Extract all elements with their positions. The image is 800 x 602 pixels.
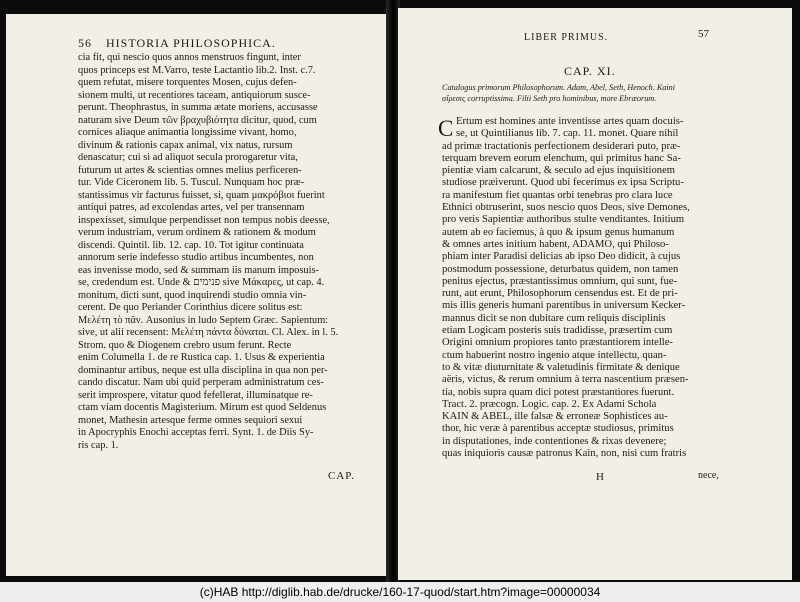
text-line: se, ut Quintilianus lib. 7. cap. 11. monet. Quare nihil <box>456 128 679 140</box>
right-catchword: nece, <box>698 470 719 481</box>
text-line: sive, ut alii recensent: Μελέτη πάντα δύναται. Cl. Alex. in l. 5. <box>78 327 339 338</box>
text-line: cia fit, qui nescio quos annos menstruos fingunt, inter <box>78 52 301 63</box>
text-line: quas iniquioris causæ patronus Kain, non, nisi cum fratris <box>442 448 687 460</box>
text-line: cerent. De quo Periander Corinthius dicere solitus est: <box>78 302 303 313</box>
chapter-summary-line: αἵρεσις corruptissima. Filii Seth pro hominibus, more Ebræorum. <box>442 94 657 103</box>
text-line: studiose præiverunt. Quod ubi fecerimus ex ipsa Scriptu- <box>442 177 684 189</box>
right-running-head: LIBER PRIMUS. <box>524 32 609 43</box>
text-line: in Apocryphis Enochi acceptas ferri. Synt. 1. de Diis Sy- <box>78 427 314 438</box>
right-page <box>398 8 792 580</box>
text-line: in disputationes, inde contentiones & rixas devenere; <box>442 435 667 447</box>
text-line: mis illis generis humani parentibus in universum Kecker- <box>442 300 686 312</box>
text-line: tur. Vide Ciceronem lib. 5. Tuscul. Nunquam hoc præ- <box>78 177 305 188</box>
text-line: KAIN & ABEL, ille falsæ & erroneæ Sophistices au- <box>442 411 668 423</box>
chapter-summary <box>442 82 675 104</box>
text-line: stantissimus vir facturus fuisset, si, quam μακρόβιοι fuerint <box>78 189 325 201</box>
text-line: ctum habuerint nostro ingenio atque intellectu, quan- <box>442 349 667 361</box>
text-line: denascatur; cui si ad aliquot secula prorogaretur vita, <box>78 152 298 163</box>
text-line: & omnes artes initium habent, ADAMO, qui Philoso- <box>442 238 669 250</box>
right-page-number: 57 <box>698 28 709 40</box>
left-running-head <box>78 36 276 51</box>
left-head-title: HISTORIA PHILOSOPHICA. <box>106 36 276 50</box>
chapter-title: CAP. XI. <box>564 64 616 78</box>
left-page <box>6 14 388 576</box>
text-line: ad primæ tractationis perfectionem desiderari puto, præ- <box>442 140 681 152</box>
text-line: Ertum est homines ante inventisse artes quam docuis- <box>456 116 684 127</box>
drop-cap: C <box>438 116 454 141</box>
text-line: pientiæ viam calcarunt, & seculo ad ejus inquisitionem <box>442 165 676 177</box>
text-line: monet, Mathesin artesque ferme omnes sequiori sexui <box>78 414 303 426</box>
text-line: monitum, dicti sunt, quod inquirendi studio omnia vin- <box>78 289 307 301</box>
text-line: eas invenisse modo, sed & summam iis manum imposuis- <box>78 264 319 276</box>
text-line: cando discatur. Nam ubi quid perperam administratum ces- <box>78 377 324 388</box>
copyright-url-text: (c)HAB http://diglib.hab.de/drucke/160-17-quod/start.htm?image=00000034 <box>199 585 601 599</box>
text-line: quos princeps est M.Varro, teste Lactantio lib.2. Inst. c.7. <box>78 64 316 76</box>
right-page-text <box>442 116 690 460</box>
text-line: inspexisset, simulque perpendisset non tempus nobis deesse, <box>78 214 330 226</box>
text-line: divinum & rationis capax animal, vix natus, rursum <box>78 139 293 151</box>
text-line: naturam sive Deum τῶν βραχυβιότητα dicitur, quod, cum <box>78 114 317 126</box>
text-line: ctam viam docentis Magisterium. Mirum est quod Seldenus <box>78 402 327 413</box>
text-line: thor, hic veræ à parentibus acceptæ studiosus, primitus <box>442 423 674 435</box>
text-line: Tract. 2. præcogn. Logic. cap. 2. Ex Adami Schola <box>442 398 657 410</box>
text-line: serit improspere, vitatur quod fefellerat, illuminatque re- <box>78 389 313 401</box>
text-line: annorum serie indefesso studio artibus incumbentes, non <box>78 252 314 263</box>
text-line: runt, aut erunt, Philosophorum censendus est. Et de pri- <box>442 288 678 300</box>
text-line: postmodum possessione, deturbatus quidem, non tamen <box>442 263 679 275</box>
text-line: discendi. Quintil. lib. 12. cap. 10. Tot igitur continuata <box>78 239 304 251</box>
text-line: penitus ejectus, præstantissimus omnium, qui sunt, fue- <box>442 275 678 287</box>
text-line: aëris, victus, & rerum omnium à terra nascentium præsen- <box>442 374 689 386</box>
text-line: etiam Logicam posteris suis tradidisse, præsertim cum <box>442 325 673 337</box>
status-bar <box>0 582 800 602</box>
chapter-summary-line: Catalogus primorum Philosophorum. Adam, Abel, Seth, Henoch. Kaini <box>442 83 676 92</box>
left-page-number: 56 <box>78 36 92 50</box>
text-line: sionem multi, ut recentiores taceam, antiquiorum susce- <box>78 89 311 101</box>
text-line: Origini omnium propiores tanto præstantiorem intelle- <box>442 337 673 349</box>
text-line: Strom. quo & Diogenem crebro usum ferunt. Recte <box>78 339 292 351</box>
text-line: se, credendum est. Unde & פנימים sive Μάκαρες, ut cap. 4. <box>78 277 325 288</box>
text-line: antiqui patres, ad excolendas artes, vel per transennam <box>78 202 305 213</box>
text-line: ris cap. 1. <box>78 439 119 451</box>
text-line: autem ab eo faciemus, à quo & ipsum genus humanum <box>442 226 675 238</box>
text-line: to & vitæ diuturnitate & valetudinis firmitate & denique <box>442 361 680 373</box>
text-line: futurum ut artes & scientias omnes melius perficeren- <box>78 164 302 176</box>
text-line: tia, nobis supra quam dici potest præstantiores fuerunt. <box>442 386 675 398</box>
text-line: mannus dicit se non dubitare cum reliquis disciplinis <box>442 312 666 324</box>
text-line: ra manifestum fiet quantas orbi tenebras pro clara luce <box>442 189 673 201</box>
text-line: enim Columella 1. de re Rustica cap. 1. Usus & experientia <box>78 352 325 363</box>
text-line: pro veris Sapientiæ authoribus stulte venditantes. Initium <box>442 214 685 226</box>
text-line: verum industriam, verum ordinem & rationem & modum <box>78 227 316 238</box>
text-line: Ethnici obtruserint, suos nescio quos Deos, sive Demones, <box>442 202 690 214</box>
text-line: perunt. Theophrastus, in summa ætate moriens, accusasse <box>78 102 318 113</box>
text-line: terquam brevem eorum elenchum, qui primitus hanc Sa- <box>442 152 681 164</box>
signature-mark: H <box>596 471 604 483</box>
text-line: phiam inter Paradisi delicias ab ipso Deo didicit, à cujus <box>442 251 681 263</box>
left-catchword: CAP. <box>328 470 355 482</box>
text-line: cornices aliaque animantia longissime vivant, homo, <box>78 127 297 138</box>
left-page-text <box>78 52 338 452</box>
text-line: Μελέτη τὸ πᾶν. Ausonius in ludo Septem Græc. Sapientum: <box>78 314 329 326</box>
text-line: dominantur artibus, neque est ulla disciplina in qua non per- <box>78 364 328 376</box>
text-line: quem refutat, misere torquentes Mosen, cujus defen- <box>78 77 297 88</box>
